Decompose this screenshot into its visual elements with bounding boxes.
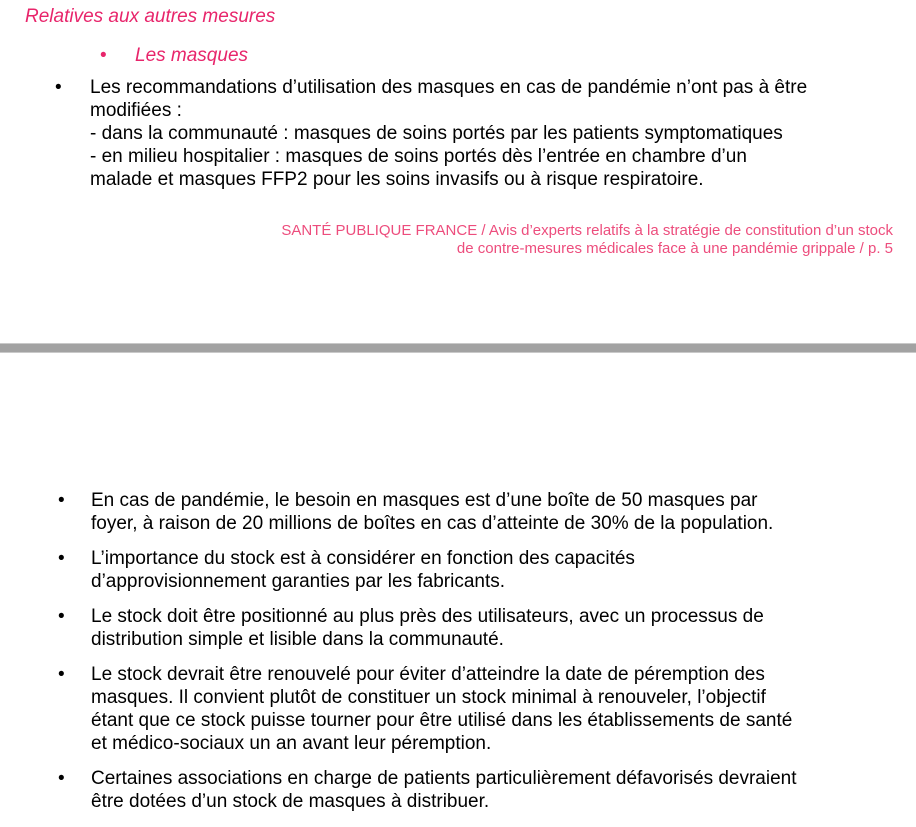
list-item [58, 489, 797, 535]
bullet-icon [58, 489, 91, 535]
footer-line: SANTÉ PUBLIQUE FRANCE / Avis d’experts relatifs à la stratégie de constitution d’un stock [281, 222, 893, 239]
list-item-text [91, 547, 635, 593]
list-item-text [91, 605, 764, 651]
list-item [58, 767, 797, 813]
intro-bullet-item [55, 76, 807, 191]
text-line: distribution simple et lisible dans la communauté. [91, 629, 504, 650]
section-heading: Relatives aux autres mesures [25, 6, 276, 27]
bullet-list [58, 489, 797, 825]
footer-line: de contre-mesures médicales face à une pandémie grippale / p. 5 [456, 239, 893, 257]
bullet-icon [55, 76, 90, 191]
intro-bullet-text [90, 76, 807, 191]
list-item-text [91, 489, 773, 535]
bullet-icon [58, 605, 91, 651]
text-line: masques. Il convient plutôt de constituer un stock minimal à renouveler, l’objectif [91, 687, 766, 708]
text-line: - en milieu hospitalier : masques de soins portés dès l’entrée en chambre d’un [90, 146, 747, 167]
sub-heading-item [100, 44, 248, 67]
text-line: modifiées : [90, 100, 182, 121]
text-line: Le stock doit être positionné au plus près des utilisateurs, avec un processus de [91, 606, 764, 627]
list-item [58, 605, 797, 651]
list-item-text [91, 663, 792, 755]
text-line: - dans la communauté : masques de soins portés par les patients symptomatiques [90, 123, 783, 144]
text-line: malade et masques FFP2 pour les soins invasifs ou à risque respiratoire. [90, 169, 704, 190]
sub-heading: Les masques [135, 45, 249, 66]
page-footer [281, 222, 893, 257]
text-line: En cas de pandémie, le besoin en masques est d’une boîte de 50 masques par [91, 490, 758, 511]
page-divider [0, 343, 916, 353]
text-line: Les recommandations d’utilisation des masques en cas de pandémie n’ont pas à être [90, 77, 808, 98]
text-line: étant que ce stock puisse tourner pour être utilisé dans les établissements de santé [91, 710, 793, 731]
text-line: être dotées d’un stock de masques à distribuer. [91, 791, 490, 812]
bullet-icon [58, 663, 91, 755]
bullet-icon [58, 767, 91, 813]
text-line: Certaines associations en charge de patients particulièrement défavorisés devraient [91, 768, 797, 789]
text-line: et médico-sociaux un an avant leur péremption. [91, 733, 492, 754]
bullet-icon [100, 44, 135, 67]
text-line: L’importance du stock est à considérer en fonction des capacités [91, 548, 635, 569]
text-line: foyer, à raison de 20 millions de boîtes en cas d’atteinte de 30% de la population. [91, 513, 774, 534]
text-line: d’approvisionnement garanties par les fabricants. [91, 571, 506, 592]
list-item-text [91, 767, 797, 813]
text-line: Le stock devrait être renouvelé pour éviter d’atteindre la date de péremption des [91, 664, 765, 685]
list-item [58, 547, 797, 593]
list-item [58, 663, 797, 755]
bullet-icon [58, 547, 91, 593]
